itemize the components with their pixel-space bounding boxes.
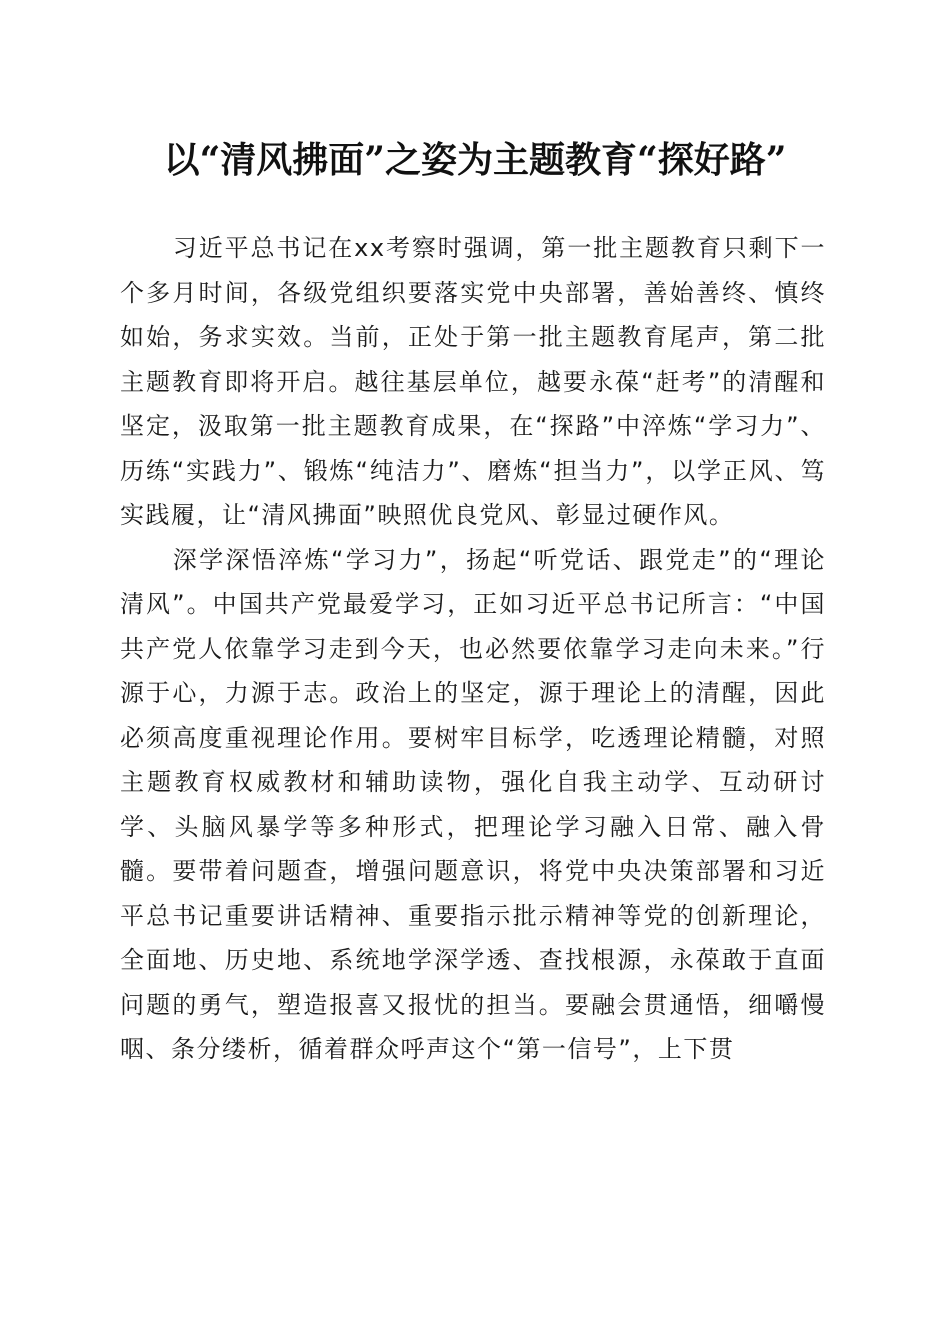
- paragraph-study: 深学深悟淬炼“学习力”，扬起“听党话、跟党走”的“理论清风”。中国共产党最爱学习，正如习近平总书记所言：“中国共产党人依靠学习走到今天，也必然要依靠学习走向未来。”行源于心，力源于志。政治上的坚定，源于理论上的清醒，因此必须高度重视理论作用。要树牢目标学，吃透理论精髓，对照主题教育权威教材和辅助读物，强化自我主动学、互动研讨学、头脑风暴学等多种形式，把理论学习融入日常、融入骨髓。要带着问题查，增强问题意识，将党中央决策部署和习近平总书记重要讲话精神、重要指示批示精神等党的创新理论，全面地、历史地、系统地学深学透、查找根源，永葆敢于直面问题的勇气，塑造报喜又报忧的担当。要融会贯通悟，细嚼慢咽、条分缕析，循着群众呼声这个“第一信号”，上下贯: [120, 545, 826, 1063]
- document-title: 以“清风拂面”之姿为主题教育“探好路”: [163, 139, 787, 181]
- document-body: [120, 226, 826, 1072]
- paragraph-intro: 习近平总书记在xx考察时强调，第一批主题教育只剩下一个多月时间，各级党组织要落实党中央部署，善始善终、慎终如始，务求实效。当前，正处于第一批主题教育尾声，第二批主题教育即将开启。越往基层单位，越要永葆“赶考”的清醒和坚定，汲取第一批主题教育成果，在“探路”中淬炼“学习力”、历练“实践力”、锻炼“纯洁力”、磨炼“担当力”，以学正风、笃实践履，让“清风拂面”映照优良党风、彰显过硬作风。: [120, 234, 826, 529]
